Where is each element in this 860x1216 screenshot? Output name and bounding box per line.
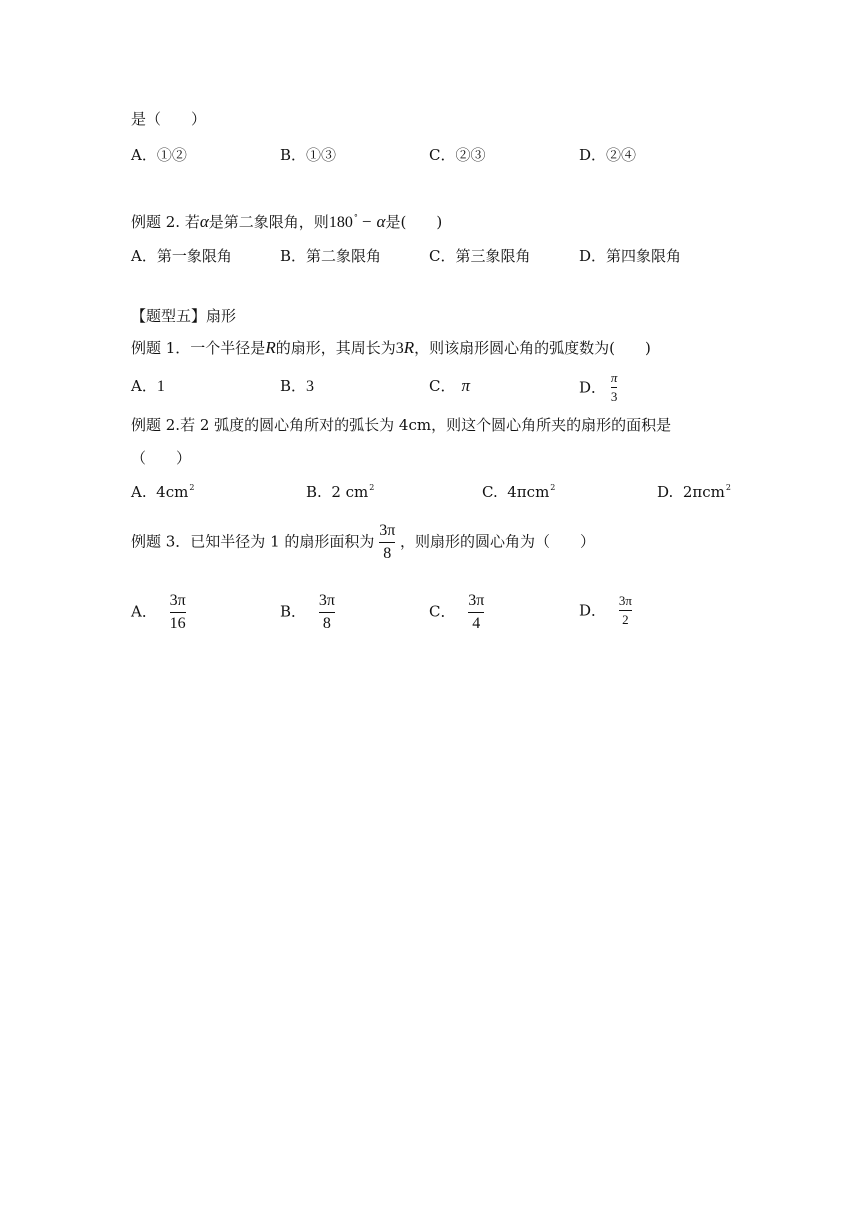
question-continuation: 是（ ） bbox=[131, 110, 207, 128]
expr-minus-alpha: − α bbox=[360, 212, 386, 231]
option-a: A．1 bbox=[131, 377, 165, 395]
question-prefix: 例题 3．已知半径为 1 的扇形面积为 bbox=[131, 532, 375, 551]
option-c: C． π bbox=[429, 376, 471, 395]
question-prefix: 例题 2. 若 bbox=[131, 213, 200, 231]
option-c: C．②③ bbox=[429, 146, 486, 164]
fraction: $\frac{3\pi}{2}$ bbox=[618, 593, 632, 628]
question-suffix: ，则扇形的圆心角为（ ） bbox=[400, 532, 596, 551]
question-mid: 的扇形，其周长为 bbox=[275, 339, 396, 357]
option-d: D． $\frac{3\pi}{2}$ bbox=[579, 593, 632, 628]
fraction: $\frac{3\pi}{16}$ bbox=[169, 592, 186, 632]
option-d: D．第四象限角 bbox=[579, 247, 682, 265]
sector-example-2-question: 例题 2.若 2 弧度的圆心角所对的弧长为 4cm，则这个圆心角所夹的扇形的面积是 bbox=[131, 416, 672, 434]
option-b: B．第二象限角 bbox=[280, 247, 382, 265]
sector-example-3-question bbox=[131, 522, 595, 562]
radius-symbol: R bbox=[403, 338, 415, 357]
expr-number: 180 bbox=[328, 214, 353, 231]
option-c: C. 4πcm$^2$ bbox=[482, 483, 556, 501]
degree-symbol: ° bbox=[353, 213, 358, 222]
option-b: B．3 bbox=[280, 377, 315, 395]
option-a: A． $\frac{3\pi}{16}$ bbox=[131, 592, 186, 632]
perimeter-coefficient: 3 bbox=[395, 340, 404, 357]
question-mid: 是第二象限角，则 bbox=[208, 213, 329, 231]
area-fraction: $\frac{3\pi}{8}$ bbox=[379, 522, 396, 562]
fraction: $\frac{\pi}{3}$ bbox=[610, 370, 618, 405]
question-suffix: ，则该扇形圆心角的弧度数为( ) bbox=[414, 339, 651, 357]
option-c: C． $\frac{3\pi}{4}$ bbox=[429, 592, 485, 632]
option-a: A．①② bbox=[131, 146, 187, 164]
option-a: A. $4cm^2$ bbox=[131, 483, 195, 501]
example-2-quadrant-question bbox=[131, 213, 442, 231]
option-d: D. 2πcm$^2$ bbox=[657, 483, 731, 501]
option-d: D． $\frac{\pi}{3}$ bbox=[579, 370, 618, 405]
radius-symbol: R bbox=[265, 338, 276, 357]
option-d: D．②④ bbox=[579, 146, 637, 164]
option-b: B． $\frac{3\pi}{8}$ bbox=[280, 592, 335, 632]
sector-example-1-question bbox=[131, 339, 651, 357]
section-title: 【题型五】扇形 bbox=[131, 307, 237, 325]
question-prefix: 例题 1．一个半径是 bbox=[131, 339, 266, 357]
option-c: C．第三象限角 bbox=[429, 247, 531, 265]
fraction: $\frac{3\pi}{8}$ bbox=[318, 592, 335, 632]
option-a: A．第一象限角 bbox=[131, 247, 232, 265]
sector-example-2-blank: （ ） bbox=[131, 449, 192, 467]
alpha-symbol: α bbox=[199, 212, 209, 231]
fraction: $\frac{3\pi}{4}$ bbox=[468, 592, 485, 632]
question-suffix: 是( ) bbox=[385, 213, 443, 231]
option-b: B. 2 $cm^2$ bbox=[306, 483, 375, 501]
option-b: B．①③ bbox=[280, 146, 337, 164]
